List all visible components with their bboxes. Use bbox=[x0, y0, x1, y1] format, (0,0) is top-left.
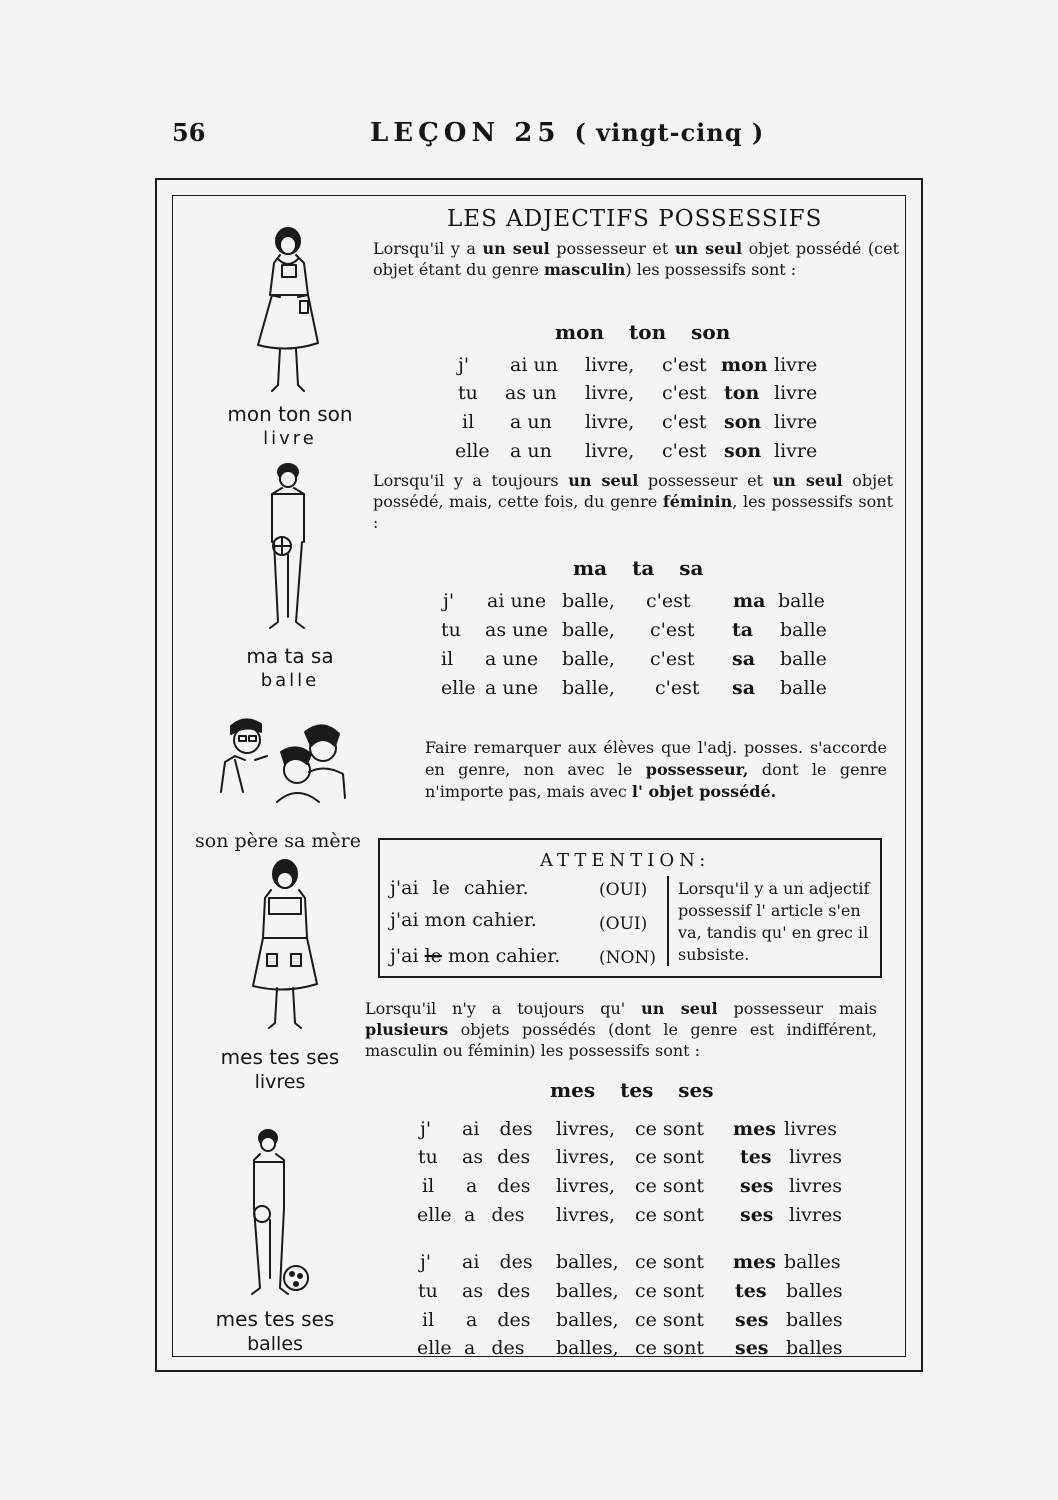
cest: c'est bbox=[662, 382, 707, 404]
noun: livre, bbox=[585, 382, 635, 404]
boy-with-ball-illustration bbox=[252, 462, 322, 632]
possessive: ton bbox=[724, 382, 760, 404]
remark-emph: l' objet possédé. bbox=[631, 782, 777, 801]
intro-emph: féminin bbox=[662, 492, 733, 511]
girl-with-book-illustration bbox=[252, 225, 322, 405]
subject: il bbox=[422, 1175, 435, 1197]
object: livre bbox=[774, 411, 818, 433]
subject: tu bbox=[441, 619, 461, 641]
possessive: ses bbox=[735, 1309, 769, 1331]
possessive: mon bbox=[721, 354, 768, 376]
possessive: mes bbox=[733, 1251, 776, 1273]
verb: a des bbox=[464, 1204, 525, 1226]
object: livres bbox=[789, 1204, 842, 1226]
intro-text: possesseur mais bbox=[717, 999, 878, 1018]
intro-emph: un seul bbox=[772, 471, 843, 490]
object: balle bbox=[778, 590, 825, 612]
cest: ce sont bbox=[635, 1175, 704, 1197]
possessive: sa bbox=[732, 648, 756, 670]
cest: ce sont bbox=[635, 1280, 704, 1302]
object: livre bbox=[774, 382, 818, 404]
possessive: ta bbox=[732, 619, 754, 641]
intro-emph: un seul bbox=[568, 471, 639, 490]
subject: il bbox=[462, 411, 475, 433]
subject: il bbox=[422, 1309, 435, 1331]
possessive: tes bbox=[735, 1280, 767, 1302]
cest: ce sont bbox=[635, 1337, 704, 1359]
lesson-title-paren: ( vingt-cinq ) bbox=[574, 118, 765, 147]
object: livre bbox=[774, 440, 818, 462]
attention-divider bbox=[667, 876, 669, 966]
attention-example: j'ai le cahier. bbox=[390, 877, 529, 899]
intro-emph: un seul bbox=[641, 999, 718, 1018]
intro-emph: un seul bbox=[674, 239, 743, 258]
attention-answer: (OUI) bbox=[599, 880, 648, 900]
noun: livres, bbox=[556, 1146, 616, 1168]
intro-text: possesseur et bbox=[549, 239, 675, 258]
object: balle bbox=[780, 619, 827, 641]
teacher-remark bbox=[425, 737, 887, 803]
figure-caption: mes tes ses bbox=[215, 1307, 335, 1331]
object: livres bbox=[784, 1118, 837, 1140]
verb: ai des bbox=[462, 1118, 533, 1140]
noun: balles, bbox=[556, 1251, 619, 1273]
verb: as des bbox=[462, 1146, 531, 1168]
intro-emph: masculin bbox=[543, 260, 626, 279]
lesson-title bbox=[370, 118, 764, 148]
cest: ce sont bbox=[635, 1118, 704, 1140]
intro-text: possesseur et bbox=[638, 471, 773, 490]
cest: c'est bbox=[662, 440, 707, 462]
attention-answer: (OUI) bbox=[599, 914, 648, 934]
struck-article: le bbox=[424, 945, 442, 967]
intro-text: objets possédés (dont le genre est indifférent, masculin ou féminin) les possessifs sont : bbox=[365, 1020, 877, 1060]
intro-paragraph-masculin bbox=[373, 238, 899, 280]
verb: as une bbox=[485, 619, 548, 641]
figure-caption: mes tes ses bbox=[220, 1045, 340, 1069]
attention-title: ATTENTION: bbox=[540, 850, 711, 871]
possessive: tes bbox=[740, 1146, 772, 1168]
noun: balle, bbox=[562, 619, 615, 641]
boy-with-balls-illustration bbox=[240, 1128, 320, 1303]
intro-text: objet possédé (cet objet étant du genre bbox=[373, 239, 900, 279]
verb: ai une bbox=[487, 590, 547, 612]
verb: a une bbox=[485, 648, 539, 670]
intro-paragraph-pluriel bbox=[365, 998, 877, 1061]
possessive: ma bbox=[733, 590, 766, 612]
remark-text: Faire remarquer aux élèves que l'adj. posses. s'accorde en genre, non avec le bbox=[425, 738, 887, 779]
subject: elle bbox=[417, 1204, 452, 1226]
attention-answer: (NON) bbox=[599, 948, 656, 968]
verb: a des bbox=[466, 1175, 531, 1197]
intro-text: Lorsqu'il y a toujours bbox=[373, 471, 569, 490]
lesson-title-word: LEÇON 25 bbox=[370, 118, 561, 148]
object: balle bbox=[780, 648, 827, 670]
cest: c'est bbox=[655, 677, 700, 699]
noun: balles, bbox=[556, 1280, 619, 1302]
object: livre bbox=[774, 354, 818, 376]
noun: livres, bbox=[556, 1204, 616, 1226]
girl-reading-illustration bbox=[245, 858, 325, 1033]
verb: a un bbox=[510, 411, 552, 433]
noun: livres, bbox=[556, 1118, 616, 1140]
intro-text: ) les possessifs sont : bbox=[625, 260, 797, 279]
noun: livre, bbox=[585, 354, 635, 376]
object: livres bbox=[789, 1146, 842, 1168]
possessive: sa bbox=[732, 677, 756, 699]
possessive-heading-feminin: ma ta sa bbox=[573, 556, 704, 580]
attention-note: Lorsqu'il y a un adjectif possessif l' article s'en va, tandis qu' en grec il subsiste. bbox=[678, 879, 870, 964]
subject: elle bbox=[455, 440, 490, 462]
possessive: ses bbox=[740, 1175, 774, 1197]
object: balle bbox=[780, 677, 827, 699]
cest: ce sont bbox=[635, 1146, 704, 1168]
intro-emph: plusieurs bbox=[365, 1020, 449, 1039]
figure-caption: son père sa mère bbox=[195, 830, 361, 852]
cest: c'est bbox=[650, 619, 695, 641]
cest: c'est bbox=[650, 648, 695, 670]
figure-caption: ma ta sa bbox=[246, 644, 334, 668]
verb: a des bbox=[464, 1337, 525, 1359]
intro-emph: un seul bbox=[482, 239, 550, 258]
figure-caption: livres bbox=[254, 1071, 306, 1093]
noun: balle, bbox=[562, 677, 615, 699]
subject: j' bbox=[458, 354, 470, 376]
attention-word: mon cahier. bbox=[447, 945, 561, 967]
subject: il bbox=[441, 648, 454, 670]
verb: a des bbox=[466, 1309, 531, 1331]
remark-text: dont le genre n'importe pas, mais avec bbox=[425, 760, 887, 801]
figure-caption: mon ton son bbox=[227, 402, 353, 426]
cest: c'est bbox=[646, 590, 691, 612]
figure-caption: balles bbox=[247, 1333, 303, 1355]
object: balles bbox=[784, 1251, 841, 1273]
object: balles bbox=[786, 1309, 843, 1331]
figure-caption: livre bbox=[263, 428, 317, 449]
possessive: son bbox=[724, 440, 762, 462]
subject: tu bbox=[418, 1280, 438, 1302]
subject: elle bbox=[417, 1337, 452, 1359]
cest: ce sont bbox=[635, 1251, 704, 1273]
noun: balles, bbox=[556, 1309, 619, 1331]
intro-text: Lorsqu'il y a bbox=[373, 239, 483, 258]
attention-example-wrong bbox=[390, 945, 560, 967]
attention-example: j'ai mon cahier. bbox=[390, 909, 537, 931]
noun: livre, bbox=[585, 440, 635, 462]
subject: tu bbox=[458, 382, 478, 404]
cest: c'est bbox=[662, 354, 707, 376]
noun: livres, bbox=[556, 1175, 616, 1197]
possessive: ses bbox=[740, 1204, 774, 1226]
figure-caption: balle bbox=[260, 670, 320, 691]
verb: as des bbox=[462, 1280, 531, 1302]
cest: c'est bbox=[662, 411, 707, 433]
subject: j' bbox=[443, 590, 455, 612]
section-title: LES ADJECTIFS POSSESSIFS bbox=[447, 206, 823, 232]
noun: balle, bbox=[562, 648, 615, 670]
remark-emph: possesseur, bbox=[645, 760, 749, 779]
intro-text: , les possessifs sont : bbox=[373, 492, 894, 532]
subject: j' bbox=[420, 1118, 432, 1140]
verb: ai un bbox=[510, 354, 558, 376]
subject: elle bbox=[441, 677, 476, 699]
noun: livre, bbox=[585, 411, 635, 433]
verb: a un bbox=[510, 440, 552, 462]
possessive-heading-masculin: mon ton son bbox=[555, 320, 731, 344]
intro-paragraph-feminin bbox=[373, 470, 893, 533]
cest: ce sont bbox=[635, 1204, 704, 1226]
intro-text: objet possédé, mais, cette fois, du genre bbox=[373, 471, 894, 511]
intro-text: Lorsqu'il n'y a toujours qu' bbox=[365, 999, 642, 1018]
page-number: 56 bbox=[172, 118, 206, 147]
possessive: ses bbox=[735, 1337, 769, 1359]
verb: a une bbox=[485, 677, 539, 699]
verb: ai des bbox=[462, 1251, 533, 1273]
family-illustration bbox=[215, 712, 350, 812]
verb: as un bbox=[505, 382, 557, 404]
subject: tu bbox=[418, 1146, 438, 1168]
object: balles bbox=[786, 1337, 843, 1359]
possessive: mes bbox=[733, 1118, 776, 1140]
noun: balles, bbox=[556, 1337, 619, 1359]
subject: j' bbox=[420, 1251, 432, 1273]
noun: balle, bbox=[562, 590, 615, 612]
possessive: son bbox=[724, 411, 762, 433]
possessive-heading-pluriel: mes tes ses bbox=[550, 1078, 714, 1102]
attention-word: j'ai bbox=[390, 945, 419, 967]
object: livres bbox=[789, 1175, 842, 1197]
object: balles bbox=[786, 1280, 843, 1302]
cest: ce sont bbox=[635, 1309, 704, 1331]
